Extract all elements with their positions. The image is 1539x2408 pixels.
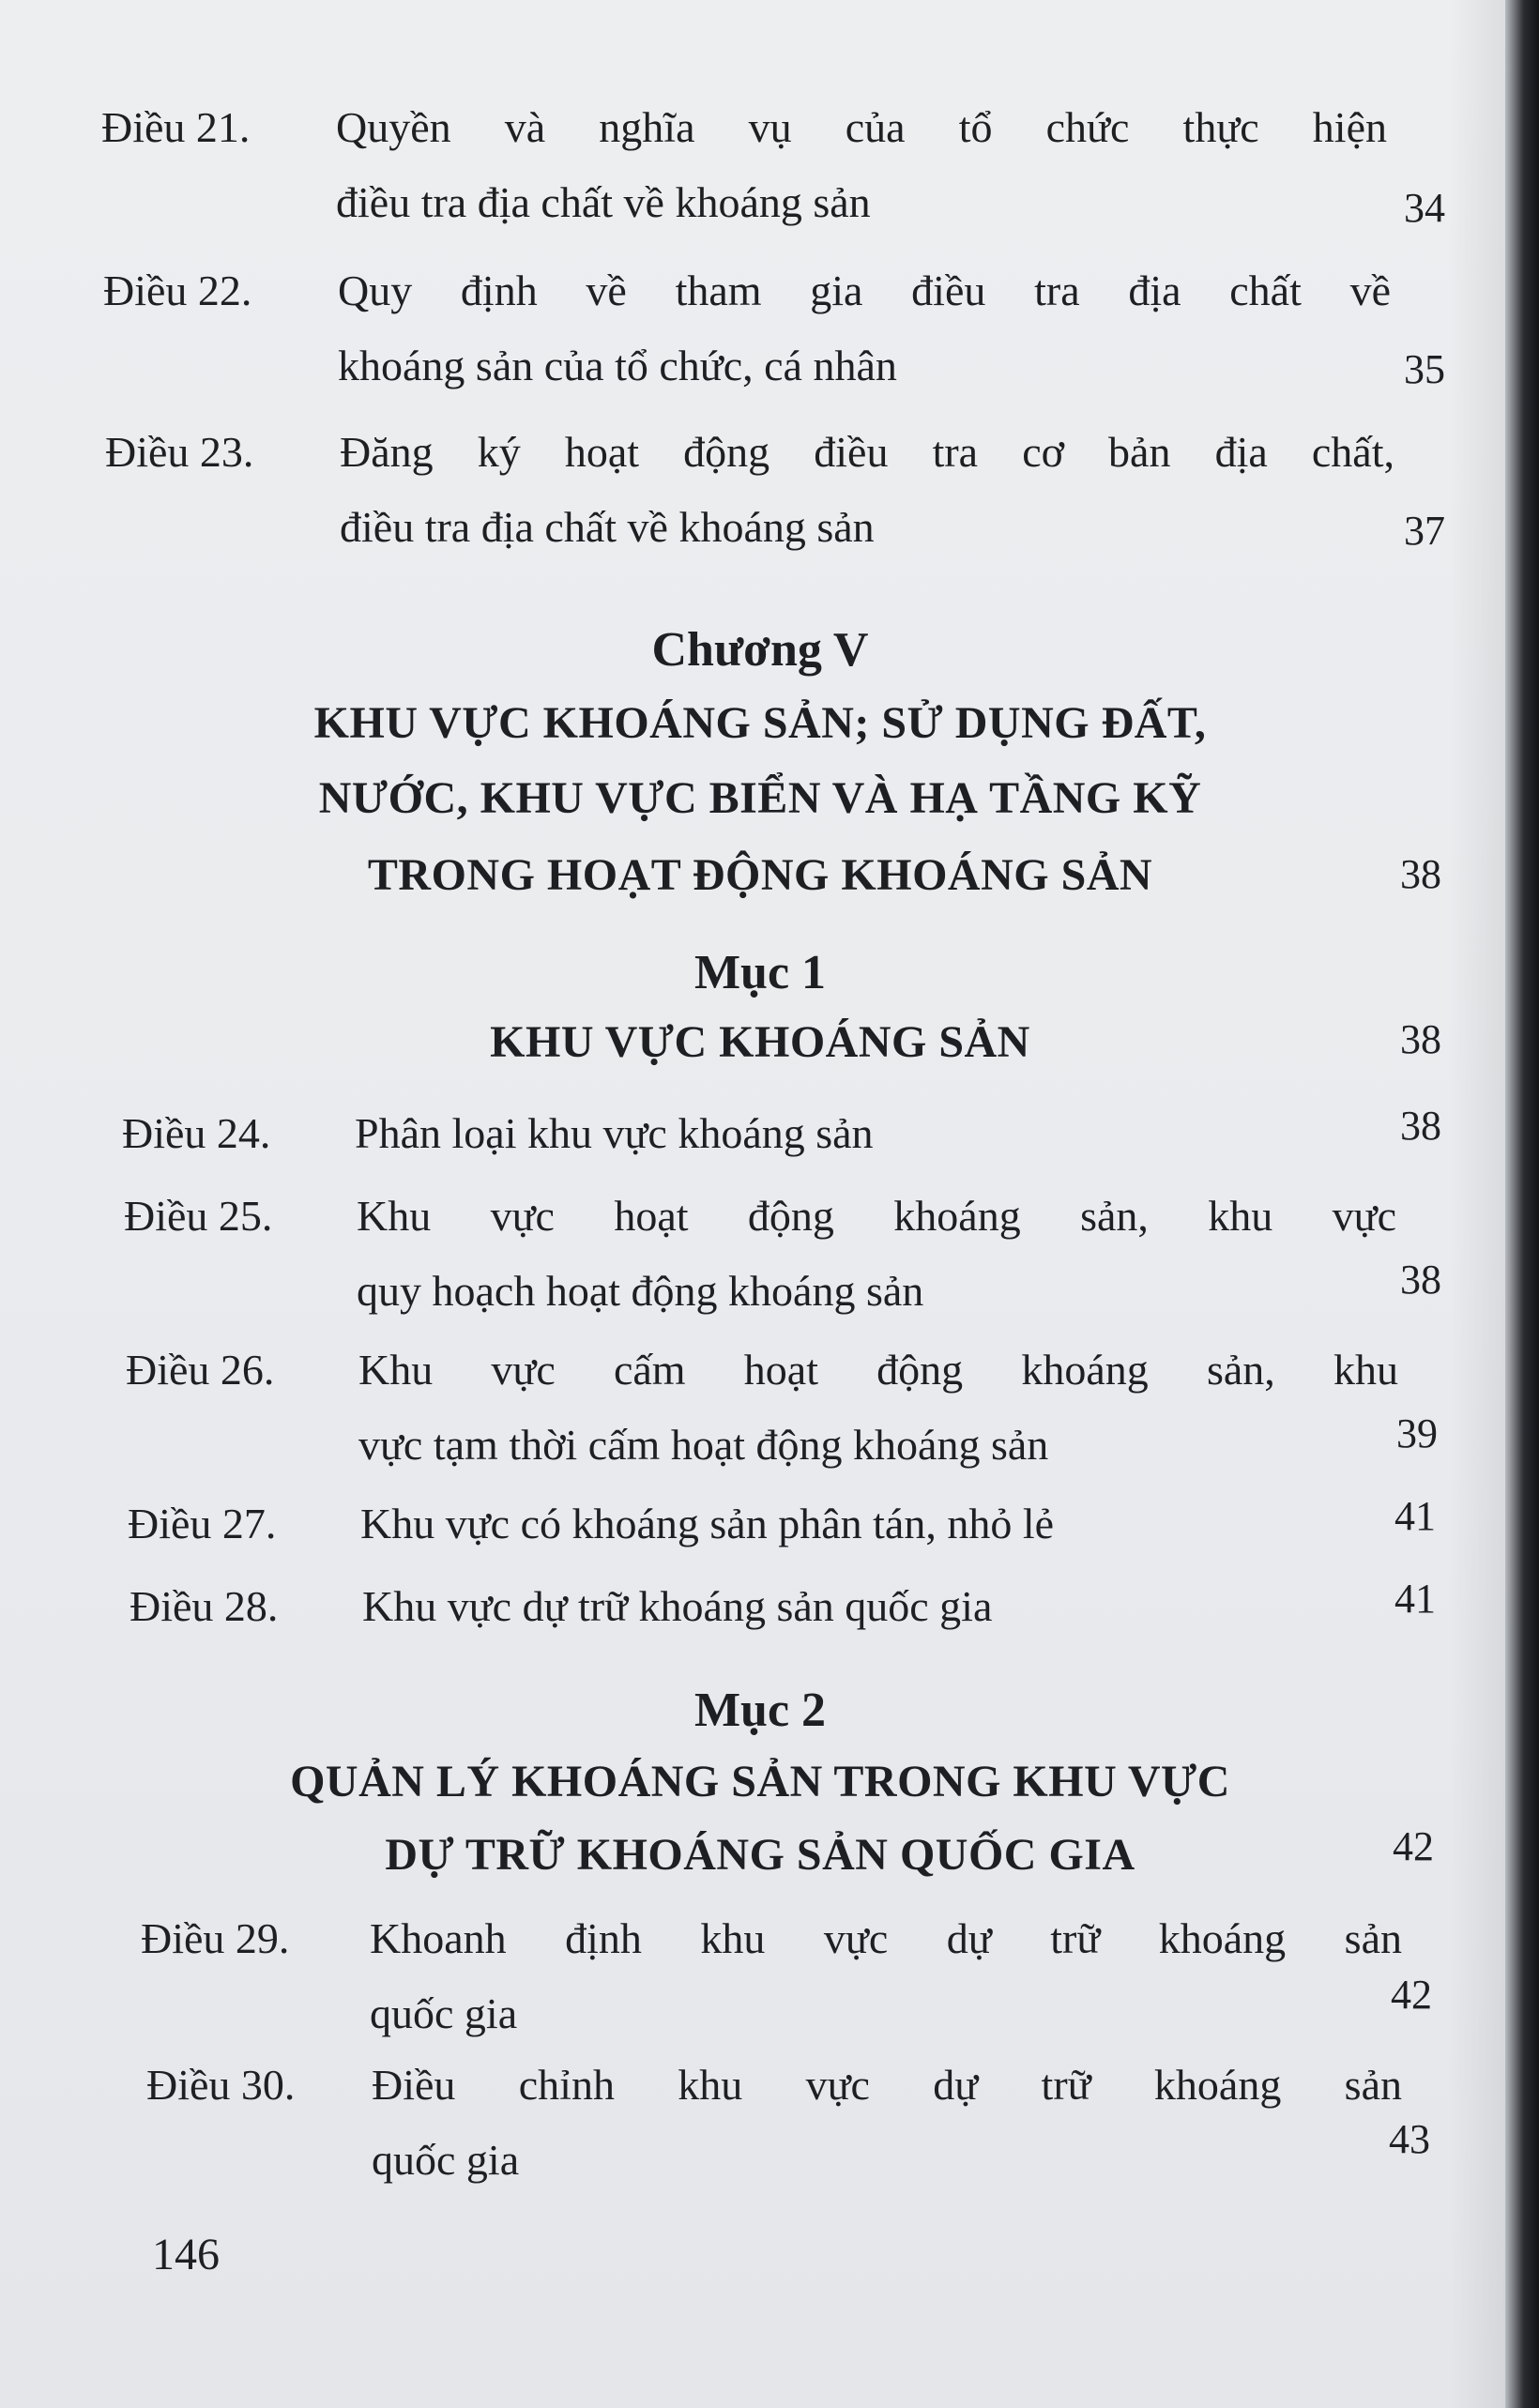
chapter-label: Chương V (651, 623, 869, 677)
article-title-line: Khu vực cấm hoạt động khoáng sản, khu (358, 1346, 1398, 1394)
article-title-line: Điều chỉnh khu vực dự trữ khoáng sản (372, 2061, 1402, 2109)
page-ref: 34 (1404, 185, 1445, 231)
article-title-line: Khu vực dự trữ khoáng sản quốc gia (362, 1582, 993, 1630)
page-ref: 38 (1400, 1103, 1441, 1149)
article-number: Điều 23. (105, 428, 254, 476)
article-title-line: Phân loại khu vực khoáng sản (355, 1109, 874, 1157)
section-label: Mục 2 (693, 1684, 827, 1737)
article-title-line: Khu vực có khoáng sản phân tán, nhỏ lẻ (360, 1500, 1055, 1547)
article-title-line: điều tra địa chất về khoáng sản (336, 178, 871, 226)
article-title-line: quốc gia (370, 1989, 518, 2037)
article-number: Điều 29. (141, 1914, 290, 1962)
section-label: Mục 1 (693, 946, 827, 999)
section-title: KHU VỰC KHOÁNG SẢN (490, 1017, 1030, 1067)
chapter-title-line: KHU VỰC KHOÁNG SẢN; SỬ DỤNG ĐẤT, (313, 698, 1207, 748)
chapter-title-line: TRONG HOẠT ĐỘNG KHOÁNG SẢN (367, 850, 1153, 900)
article-number: Điều 21. (101, 103, 251, 151)
page-ref: 37 (1404, 508, 1445, 554)
chapter-title-line: NƯỚC, KHU VỰC BIỂN VÀ HẠ TẦNG KỸ (318, 773, 1202, 823)
article-number: Điều 22. (103, 267, 252, 314)
article-number: Điều 27. (128, 1500, 277, 1547)
page-number: 146 (152, 2230, 220, 2279)
page-ref: 38 (1400, 851, 1441, 897)
page-ref: 41 (1394, 1576, 1436, 1622)
article-title-line: Khu vực hoạt động khoáng sản, khu vực (357, 1192, 1396, 1240)
section-title-line: DỰ TRỮ KHOÁNG SẢN QUỐC GIA (385, 1830, 1135, 1880)
page-ref: 39 (1396, 1410, 1438, 1456)
article-title-line: quốc gia (372, 2136, 520, 2184)
article-title-line: điều tra địa chất về khoáng sản (340, 503, 875, 551)
article-title-line: Quyền và nghĩa vụ của tổ chức thực hiện (336, 103, 1387, 151)
page-ref: 38 (1400, 1016, 1441, 1062)
page-ref: 41 (1394, 1493, 1436, 1539)
article-title-line: vực tạm thời cấm hoạt động khoáng sản (358, 1421, 1049, 1469)
article-title-line: Khoanh định khu vực dự trữ khoáng sản (370, 1914, 1402, 1962)
article-number: Điều 24. (122, 1109, 271, 1157)
page-ref: 38 (1400, 1257, 1441, 1303)
page-ref: 42 (1393, 1823, 1434, 1869)
article-number: Điều 26. (126, 1346, 275, 1394)
article-number: Điều 30. (146, 2061, 296, 2109)
section-title-line: QUẢN LÝ KHOÁNG SẢN TRONG KHU VỰC (290, 1757, 1230, 1806)
article-number: Điều 28. (130, 1582, 279, 1630)
article-number: Điều 25. (124, 1192, 273, 1240)
page-ref: 43 (1389, 2116, 1430, 2162)
article-title-line: Đăng ký hoạt động điều tra cơ bản địa chất, (340, 428, 1394, 476)
page-ref: 42 (1391, 1972, 1432, 2018)
page-ref: 35 (1404, 346, 1445, 392)
article-title-line: Quy định về tham gia điều tra địa chất về (338, 267, 1391, 314)
article-title-line: khoáng sản của tổ chức, cá nhân (338, 342, 897, 389)
article-title-line: quy hoạch hoạt động khoáng sản (357, 1267, 924, 1315)
